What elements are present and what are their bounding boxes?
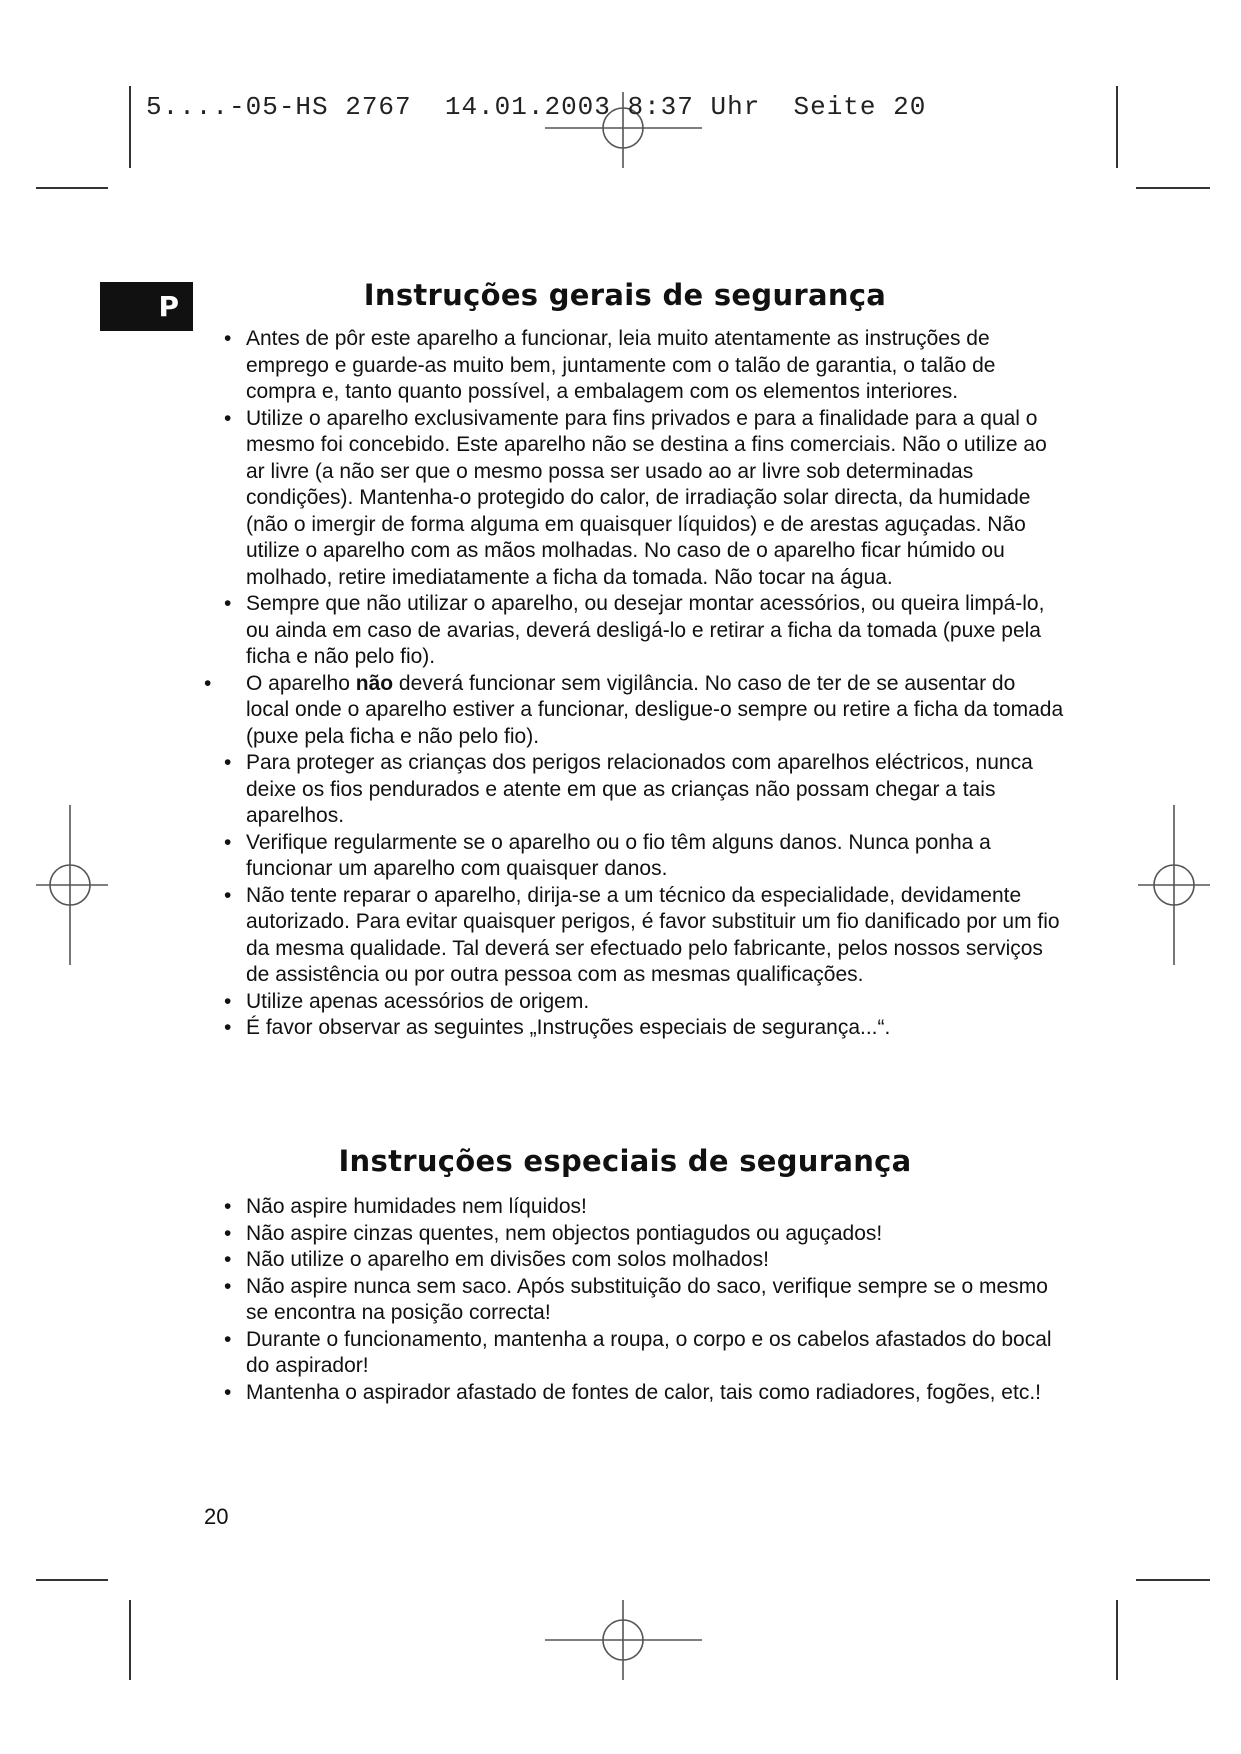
list-item: • É favor observar as seguintes „Instruções especiais de segurança...“. bbox=[204, 1015, 1064, 1042]
registration-target-right bbox=[1138, 805, 1210, 965]
list-item: • Não aspire nunca sem saco. Após substituição do saco, verifique sempre se o mesmo se encontra na posição correcta! bbox=[224, 1274, 1048, 1324]
registration-target-left bbox=[36, 805, 108, 965]
bullet-icon: • bbox=[224, 989, 232, 1013]
list-item: • Mantenha o aspirador afastado de fontes de calor, tais como radiadores, fogões, etc.! bbox=[204, 1380, 1064, 1407]
section-title-general: Instruções gerais de segurança bbox=[363, 278, 887, 312]
bullet-icon: • bbox=[224, 1327, 232, 1351]
list-item: • Utilize o aparelho exclusivamente para fins privados e para a finalidade para a qual o mesmo foi concebido. Este aparelho não se destina a fins comerciais. Não o utilize ao ar livre (a não ser que o mesmo possa ser usado ao ar livre sob determinadas condições). Mantenha-o protegido do calor, de irradiação solar directa, da humidade (não o imergir de forma alguma em quaisquer líquidos) e de arestas aguçadas. Não utilize o aparelho com as mãos molhadas. No caso de o aparelho ficar húmido ou molhado, retire imediatamente a ficha da tomada. Não tocar na água. bbox=[224, 406, 1047, 589]
bullet-icon: • bbox=[224, 830, 232, 854]
list-item: • O aparelho não deverá funcionar sem vigilância. No caso de ter de se ausentar do local onde o aparelho estiver a funcionar, desligue-o sempre ou retire a ficha da tomada (puxe pela ficha e não pelo fio). bbox=[204, 671, 1064, 748]
bullet-icon: • bbox=[224, 751, 232, 774]
bullet-icon: • bbox=[224, 1195, 232, 1218]
list-item: • Não aspire humidades nem líquidos! bbox=[204, 1194, 1064, 1221]
bullet-icon: • bbox=[224, 406, 232, 430]
list-item: • Para proteger as crianças dos perigos relacionados com aparelhos eléctricos, nunca deixe os fios pendurados e atente em que as crianças não possam chegar a tais aparelhos. bbox=[224, 751, 1033, 827]
list-item: • Não aspire cinzas quentes, nem objectos pontiagudos ou aguçados! bbox=[204, 1221, 1064, 1248]
list-item: • Não tente reparar o aparelho, dirija-se a um técnico da especialidade, devidamente autorizado. Para evitar quaisquer perigos, é favor substituir um fio danificado por um fio da mesma qualidade. Tal deverá ser efectuado pelo fabricante, pelos nossos serviços de assistência ou por outra pessoa com as mesmas qualificações. bbox=[224, 883, 1060, 986]
bullet-icon: • bbox=[224, 1274, 232, 1298]
list-item: • Durante o funcionamento, mantenha a roupa, o corpo e os cabelos afastados do bocal do aspirador! bbox=[224, 1327, 1052, 1377]
bullet-icon: • bbox=[224, 592, 232, 615]
special-safety-list bbox=[204, 1194, 1064, 1406]
list-item: • Utilize apenas acessórios de origem. bbox=[204, 989, 1064, 1016]
language-tab-label: P bbox=[158, 290, 179, 323]
bullet-icon: • bbox=[224, 1016, 232, 1039]
registration-target-bottom bbox=[545, 1600, 702, 1680]
page-number: 20 bbox=[204, 1504, 229, 1529]
bullet-icon: • bbox=[224, 1380, 232, 1404]
print-slug: 5....-05-HS 2767 14.01.2003 8:37 Uhr Seite 20 bbox=[146, 92, 927, 122]
general-safety-list bbox=[204, 326, 1064, 1042]
list-item: • Antes de pôr este aparelho a funcionar, leia muito atentamente as instruções de emprego e guarde-as muito bem, juntamente com o talão de garantia, o talão de compra e, tanto quanto possível, a embalagem com os elementos interiores. bbox=[224, 327, 996, 403]
bullet-icon: • bbox=[204, 671, 212, 695]
bullet-icon: • bbox=[224, 327, 232, 350]
list-item: • Não utilize o aparelho em divisões com solos molhados! bbox=[204, 1247, 1064, 1274]
bullet-icon: • bbox=[224, 1221, 232, 1245]
emphasis-text: não bbox=[355, 671, 394, 695]
section-title-special: Instruções especiais de segurança bbox=[338, 1144, 912, 1178]
list-item: • Sempre que não utilizar o aparelho, ou desejar montar acessórios, ou queira limpá-lo, ou ainda em caso de avarias, deverá desligá-lo e retirar a ficha da tomada (puxe pela ficha e não pelo fio). bbox=[224, 592, 1045, 668]
bullet-icon: • bbox=[224, 1248, 232, 1271]
bullet-icon: • bbox=[224, 883, 232, 907]
language-tab bbox=[100, 282, 193, 331]
list-item: • Verifique regularmente se o aparelho ou o fio têm alguns danos. Nunca ponha a funcionar um aparelho com quaisquer danos. bbox=[224, 830, 991, 880]
